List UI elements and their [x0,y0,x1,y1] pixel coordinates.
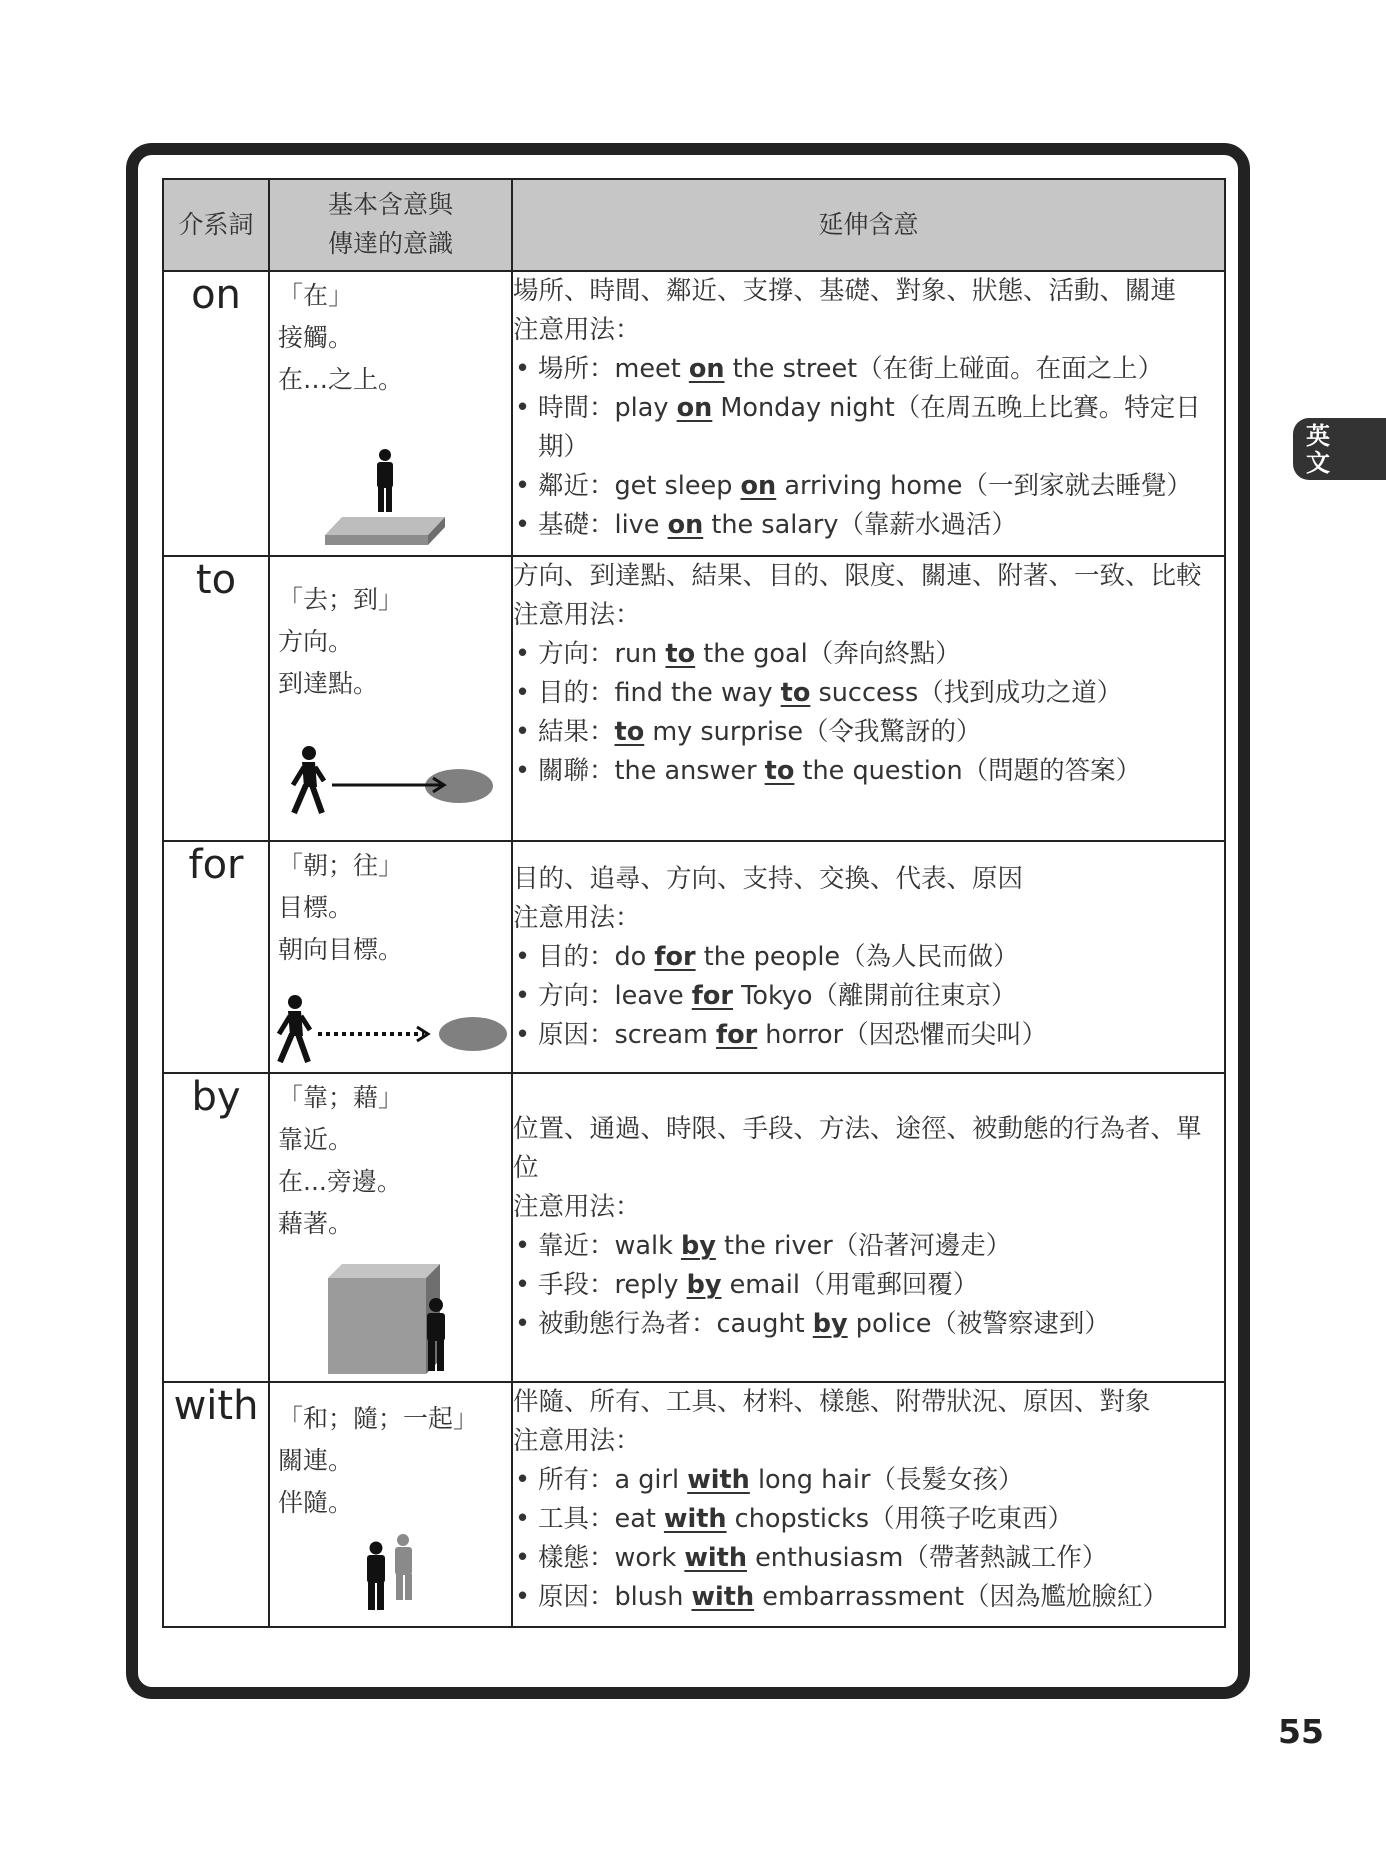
preposition-word: to [163,556,269,841]
usage-label: 注意用法： [513,1192,641,1222]
basic-line: 伴隨。 [278,1488,354,1517]
preposition-keyword: for [691,981,733,1011]
preposition-word: on [163,271,269,556]
extended-meaning-cell [512,1073,1225,1382]
example-list [513,350,1224,545]
example-item: • 工具：eat with chopsticks（用筷子吃東西） [513,1500,1224,1539]
example-item: • 場所：meet on the street（在街上碰面。在面之上） [513,350,1224,389]
preposition-keyword: by [812,1309,848,1339]
walking-to-destination-illustration [288,745,498,820]
example-list [513,635,1224,791]
table-row-on [163,271,1225,556]
example-item: • 時間：play on Monday night（在周五晚上比賽。特定日期） [513,389,1224,467]
preposition-keyword: to [614,717,645,747]
basic-meaning-cell [269,556,512,841]
basic-line: 藉著。 [278,1209,354,1238]
preposition-table [162,178,1226,1628]
basic-meaning-cell [269,1382,512,1627]
usage-label: 注意用法： [513,600,641,630]
person-beside-box-illustration [328,1264,458,1376]
heading-toward-goal-illustration [274,994,510,1070]
usage-label: 注意用法： [513,1426,641,1456]
example-item: • 結果：to my surprise（令我驚訝的） [513,713,1224,752]
preposition-keyword: by [680,1231,716,1261]
extended-meaning-cell [512,556,1225,841]
preposition-keyword: with [663,1504,727,1534]
meaning-categories: 目的、追尋、方向、支持、交換、代表、原因 [513,864,1024,894]
header-basic-line2: 傳達的意識 [327,229,453,258]
basic-line: 在...旁邊。 [278,1167,402,1196]
example-item: • 樣態：work with enthusiasm（帶著熱誠工作） [513,1539,1224,1578]
example-item: • 被動態行為者：caught by police（被警察逮到） [513,1305,1224,1344]
example-item: • 目的：do for the people（為人民而做） [513,938,1224,977]
preposition-word: with [163,1382,269,1627]
preposition-keyword: to [764,756,795,786]
example-item: • 鄰近：get sleep on arriving home（一到家就去睡覺） [513,467,1224,506]
side-tab-label-top: 英 [1306,422,1330,450]
preposition-keyword: for [716,1020,758,1050]
meaning-categories: 伴隨、所有、工具、材料、樣態、附帶狀況、原因、對象 [513,1387,1151,1417]
example-item: • 方向：run to the goal（奔向終點） [513,635,1224,674]
basic-meaning-cell [269,1073,512,1382]
preposition-keyword: for [654,942,696,972]
basic-line: 目標。 [278,893,354,922]
preposition-word: by [163,1073,269,1382]
basic-line: 關連。 [278,1446,354,1475]
example-item: • 方向：leave for Tokyo（離開前往東京） [513,977,1224,1016]
preposition-keyword: to [780,678,811,708]
basic-line: 「和；隨；一起」 [278,1404,479,1433]
preposition-word: for [163,841,269,1073]
example-item: • 原因：scream for horror（因恐懼而尖叫） [513,1016,1224,1055]
example-item: • 所有：a girl with long hair（長髮女孩） [513,1461,1224,1500]
table-row-by [163,1073,1225,1382]
example-item: • 原因：blush with embarrassment（因為尷尬臉紅） [513,1578,1224,1617]
example-item: • 關聯：the answer to the question（問題的答案） [513,752,1224,791]
extended-meaning-cell [512,841,1225,1073]
person-on-platform-illustration [325,447,455,547]
example-list [513,1227,1224,1344]
table-row-to [163,556,1225,841]
table-row-for [163,841,1225,1073]
two-people-together-illustration [358,1533,428,1613]
header-basic-line1: 基本含意與 [327,190,453,220]
preposition-keyword: on [740,471,777,501]
table-row-with [163,1382,1225,1627]
preposition-keyword: with [691,1582,755,1612]
basic-line: 靠近。 [278,1125,354,1154]
example-item: • 手段：reply by email（用電郵回覆） [513,1266,1224,1305]
basic-line: 「靠；藉」 [278,1083,404,1112]
basic-line: 方向。 [278,627,354,656]
basic-line: 到達點。 [278,669,379,698]
preposition-keyword: with [684,1543,747,1573]
basic-line: 「朝；往」 [278,851,404,880]
preposition-keyword: on [676,393,713,423]
basic-line: 接觸。 [278,323,354,352]
preposition-keyword: with [687,1465,750,1495]
meaning-categories: 場所、時間、鄰近、支撐、基礎、對象、狀態、活動、關連 [513,276,1177,306]
example-item: • 目的：find the way to success（找到成功之道） [513,674,1224,713]
basic-line: 在…之上。 [278,365,404,394]
side-tab-english [1293,418,1386,480]
side-tab-label-bottom: 文 [1306,449,1330,477]
basic-line: 朝向目標。 [278,935,404,964]
preposition-keyword: on [688,354,725,384]
basic-line: 「在」 [278,281,354,310]
header-extended-meaning: 延伸含意 [512,179,1225,271]
preposition-keyword: to [665,639,696,669]
basic-line: 「去；到」 [278,585,404,614]
header-basic-meaning [269,179,512,271]
example-item: • 基礎：live on the salary（靠薪水過活） [513,506,1224,545]
meaning-categories: 位置、通過、時限、手段、方法、途徑、被動態的行為者、單位 [513,1114,1202,1183]
preposition-keyword: on [667,510,704,540]
table-header-row [163,179,1225,271]
meaning-categories: 方向、到達點、結果、目的、限度、關連、附著、一致、比較 [513,561,1202,591]
header-preposition: 介系詞 [163,179,269,271]
example-list [513,1461,1224,1617]
preposition-keyword: by [686,1270,722,1300]
extended-meaning-cell [512,271,1225,556]
extended-meaning-cell [512,1382,1225,1627]
usage-label: 注意用法： [513,903,641,933]
page-number: 55 [1278,1712,1324,1751]
basic-meaning-cell [269,271,512,556]
example-list [513,938,1224,1055]
basic-meaning-cell [269,841,512,1073]
example-item: • 靠近：walk by the river（沿著河邊走） [513,1227,1224,1266]
usage-label: 注意用法： [513,315,641,345]
